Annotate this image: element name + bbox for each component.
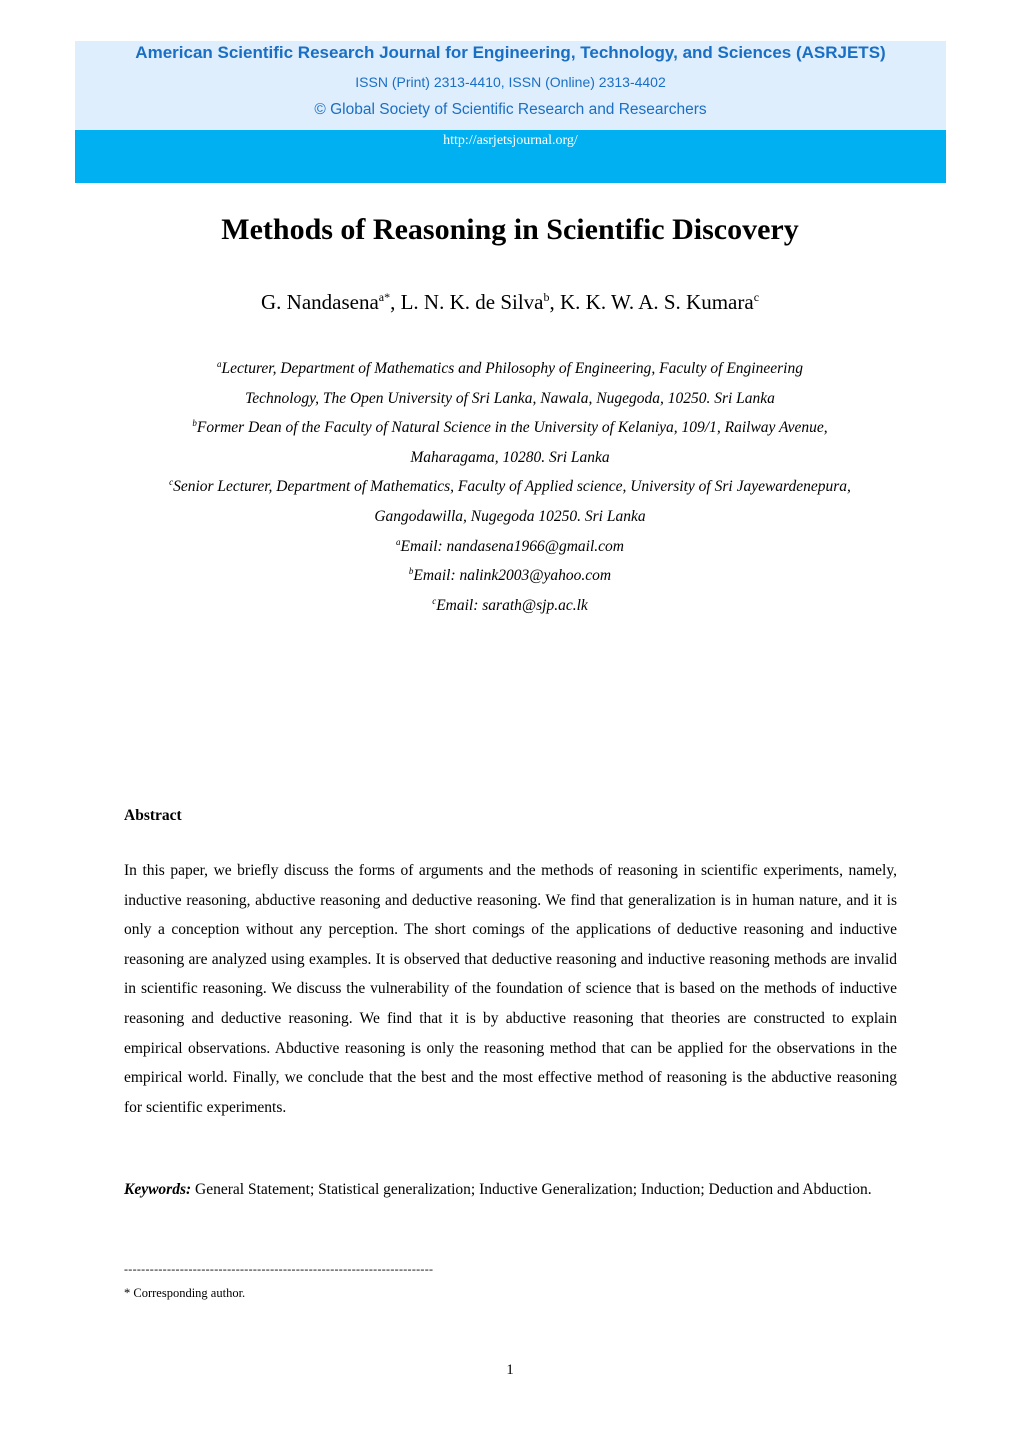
email-sup: b <box>408 566 414 577</box>
aff-sup: c <box>169 477 174 488</box>
email-a <box>0 532 1020 562</box>
author-name: G. Nandasena <box>260 290 379 314</box>
keywords-label: Keywords: <box>124 1181 192 1198</box>
author-list: G. Nandasena$^{a*}$, L. N. K. de Silva$^b$, K. K. W. A. S. Kumara$^c$ <box>260 290 760 314</box>
author-sup: a* <box>378 290 391 304</box>
aff-sup: a <box>217 359 222 369</box>
author-name: L. N. K. de Silva <box>400 290 544 314</box>
footnote-rule: ------------------------------------------------------------------------ <box>124 1262 434 1276</box>
affiliations <box>0 354 1020 620</box>
author-sup: b <box>543 290 550 304</box>
publisher: © Global Society of Scientific Research and Researchers <box>314 101 707 118</box>
paper-title: Methods of Reasoning in Scientific Discovery <box>221 213 799 246</box>
email-text: Email: nandasena1966@gmail.com <box>400 537 624 555</box>
page-number: 1 <box>506 1362 514 1378</box>
email-sup: a <box>396 536 401 547</box>
email-text: Email: nalink2003@yahoo.com <box>413 567 612 585</box>
abstract-heading: Abstract <box>124 807 182 824</box>
aff-sup: b <box>192 418 197 429</box>
aff-line: Maharagama, 10280. Sri Lanka <box>410 448 610 466</box>
abstract-text: In this paper, we briefly discuss the forms of arguments and the methods of reasoning in scientific experiments, namely, inductive reasoning, abductive reasoning and deductive reasoning. We find that generalization is in human nature, and it is only a conception without any perception. The short comings of the applications of deductive reasoning and inductive reasoning are analyzed using examples. It is observed that deductive reasoning and inductive reasoning methods are invalid in scientific reasoning. We discuss the vulnerability of the foundation of science that is based on the methods of inductive reasoning and deductive reasoning. We find that it is by abductive reasoning that theories are constructed to explain empirical observations. Abductive reasoning is only the reasoning method that can be applied for the observations in the empirical world. Finally, we conclude that the best and the most effective method of reasoning is the abductive reasoning for scientific experiments. <box>124 862 897 1116</box>
affiliation-c <box>0 472 1020 502</box>
affiliation-a <box>0 354 1020 384</box>
issn: ISSN (Print) 2313-4410, ISSN (Online) 2313-4402 <box>355 74 666 90</box>
journal-name: American Scientific Research Journal for Engineering, Technology, and Sciences (ASRJETS) <box>135 43 886 62</box>
aff-line: Lecturer, Department of Mathematics and Philosophy of Engineering, Faculty of Engineering <box>221 360 803 377</box>
journal-url[interactable]: http://asrjetsjournal.org/ <box>443 133 578 148</box>
aff-line: Former Dean of the Faculty of Natural Science in the University of Kelaniya, 109/1, Railway Avenue, <box>196 419 828 437</box>
journal-header <box>75 41 946 183</box>
email-c <box>0 591 1020 621</box>
email-b <box>0 561 1020 591</box>
author-name: K. K. W. A. S. Kumara <box>560 290 754 314</box>
keywords-text: General Statement; Statistical generalization; Inductive Generalization; Induction; Deduction and Abduction. <box>191 1181 872 1198</box>
footnote: * Corresponding author. <box>124 1286 246 1300</box>
aff-line: Gangodawilla, Nugegoda 10250. Sri Lanka <box>374 507 646 525</box>
header-blue-band <box>75 130 946 183</box>
email-text: Email: sarath@sjp.ac.lk <box>436 596 588 614</box>
author-sup: c <box>753 290 760 304</box>
aff-line: Technology, The Open University of Sri Lanka, Nawala, Nugegoda, 10250. Sri Lanka <box>245 389 775 407</box>
keywords <box>124 1175 897 1205</box>
email-sup: c <box>432 595 437 606</box>
affiliation-b <box>0 413 1020 443</box>
header-light-band <box>75 41 946 130</box>
aff-line: Senior Lecturer, Department of Mathematics, Faculty of Applied science, University of Sri Jayewardenepura, <box>173 478 851 496</box>
